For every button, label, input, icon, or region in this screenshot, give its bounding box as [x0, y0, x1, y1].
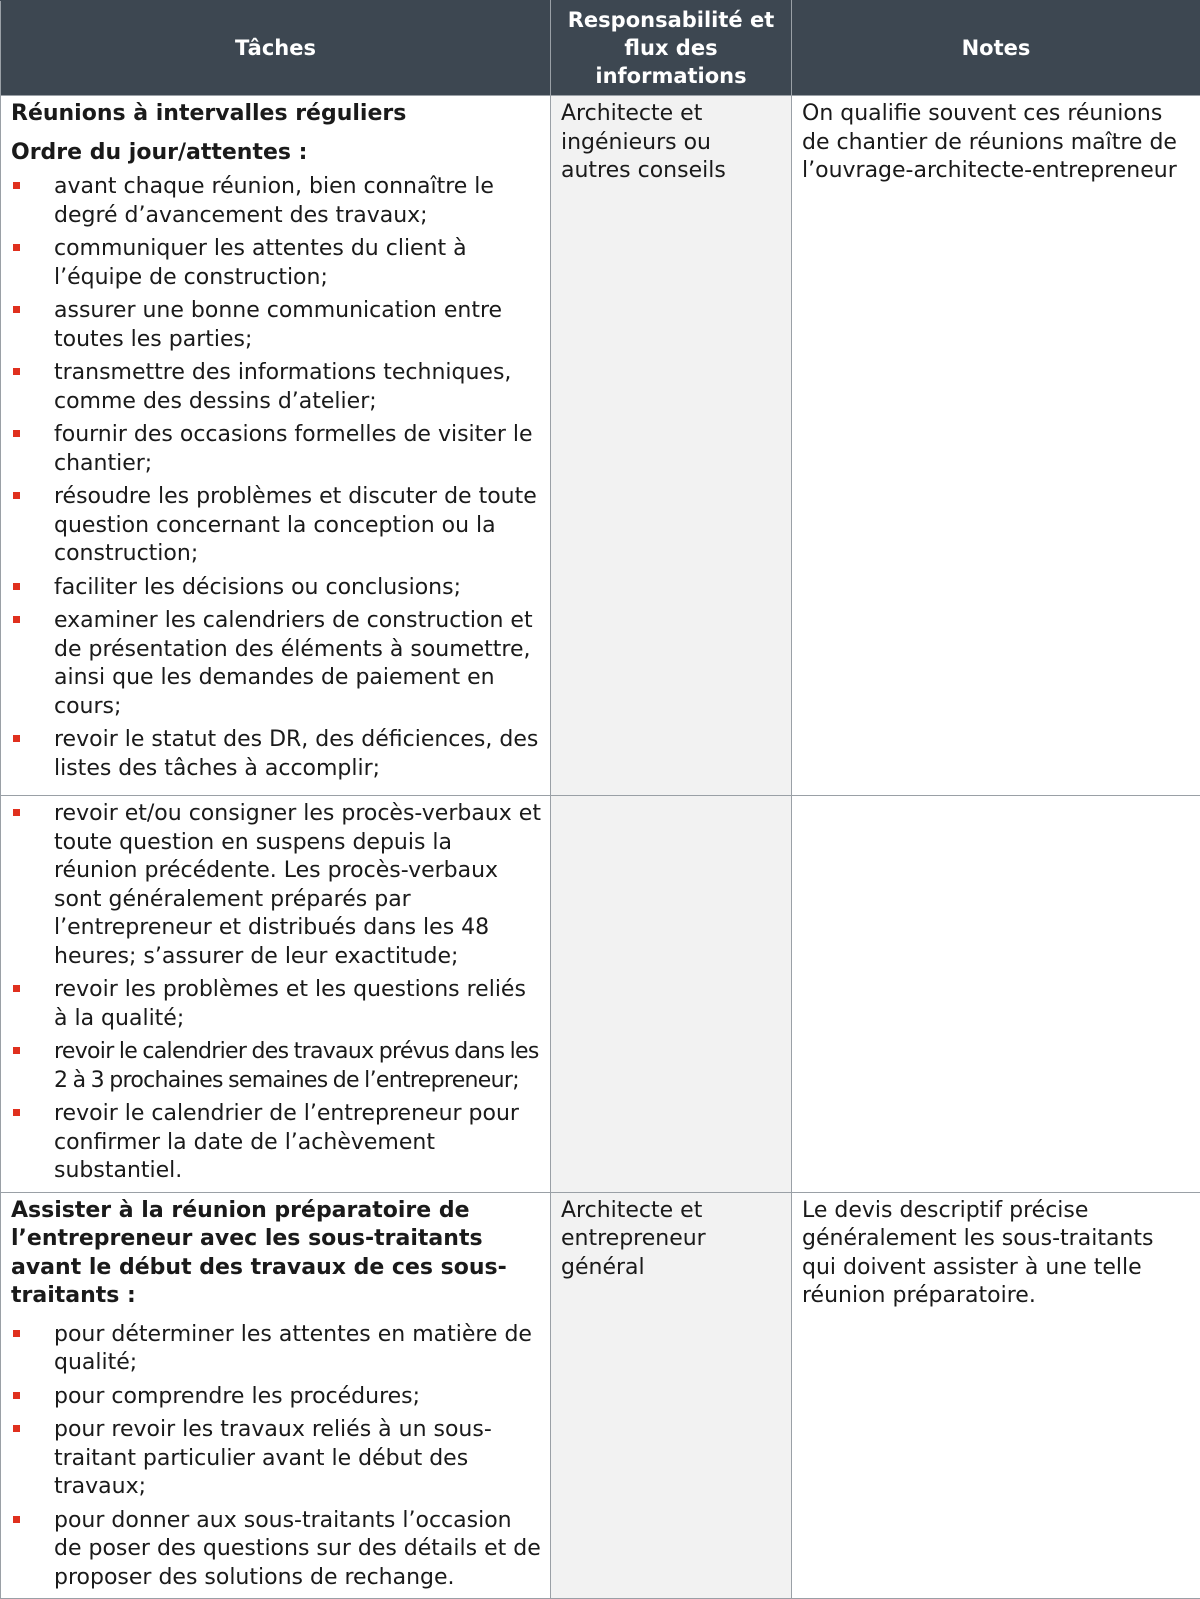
red-square-bullet-icon	[13, 735, 20, 742]
list-item	[11, 976, 541, 1033]
red-square-bullet-icon	[13, 1392, 20, 1399]
list-item	[11, 574, 541, 603]
list-item-text: revoir le calendrier de l’entrepreneur pour confirmer la date de l’achèvement substantiel.	[54, 1101, 519, 1183]
list-item	[11, 1038, 541, 1095]
header-responsabilite: Responsabilité et flux des informations	[551, 1, 792, 96]
list-item-text: revoir le statut des DR, des déficiences, des listes des tâches à accomplir;	[54, 727, 538, 781]
task-list	[11, 800, 541, 1186]
header-notes: Notes	[792, 1, 1200, 96]
list-item-text: faciliter les décisions ou conclusions;	[54, 575, 461, 600]
list-item	[11, 1321, 541, 1378]
table-row	[1, 796, 1200, 1193]
task-title: Réunions à intervalles réguliers	[11, 100, 541, 129]
list-item	[11, 607, 541, 721]
notes-cell: On qualifie souvent ces réunions de chantier de réunions maître de l’ouvrage-architecte-entrepreneur	[792, 96, 1200, 796]
responsibility-cell: Architecte et ingénieurs ou autres conseils	[551, 96, 792, 796]
notes-cell: Le devis descriptif précise généralement les sous-traitants qui doivent assister à une telle réunion préparatoire.	[792, 1192, 1200, 1599]
list-item-text: revoir le calendrier des travaux prévus dans les 2 à 3 prochaines semaines de l’entrepreneur;	[54, 1039, 539, 1093]
task-cell	[1, 1192, 551, 1599]
list-item-text: revoir les problèmes et les questions reliés à la qualité;	[54, 977, 526, 1031]
list-item	[11, 726, 541, 783]
list-item	[11, 297, 541, 354]
list-item	[11, 1416, 541, 1502]
list-item	[11, 1383, 541, 1412]
task-cell	[1, 96, 551, 796]
list-item	[11, 359, 541, 416]
list-item-text: assurer une bonne communication entre toutes les parties;	[54, 298, 502, 352]
list-item-text: examiner les calendriers de construction et de présentation des éléments à soumettre, ainsi que les demandes de paiement en cours;	[54, 608, 533, 719]
red-square-bullet-icon	[13, 616, 20, 623]
list-item-text: résoudre les problèmes et discuter de toute question concernant la conception ou la construction;	[54, 484, 537, 566]
list-item-text: revoir et/ou consigner les procès-verbaux et toute question en suspens depuis la réunion précédente. Les procès-verbaux sont généralement préparés par l’entrepreneur et distribués dans les 48 heures; s’assurer de leur exactitude;	[54, 801, 541, 969]
red-square-bullet-icon	[13, 1425, 20, 1432]
responsibility-cell: Architecte et entrepreneur général	[551, 1192, 792, 1599]
list-item-text: pour comprendre les procédures;	[54, 1384, 420, 1409]
list-item	[11, 1100, 541, 1186]
red-square-bullet-icon	[13, 244, 20, 251]
list-item-text: pour donner aux sous-traitants l’occasion de poser des questions sur des détails et de proposer des solutions de rechange.	[54, 1508, 541, 1590]
task-cell	[1, 796, 551, 1193]
list-item-text: pour déterminer les attentes en matière de qualité;	[54, 1322, 532, 1376]
list-item	[11, 173, 541, 230]
red-square-bullet-icon	[13, 1109, 20, 1116]
notes-cell	[792, 796, 1200, 1193]
list-item-text: transmettre des informations techniques, comme des dessins d’atelier;	[54, 360, 511, 414]
red-square-bullet-icon	[13, 1516, 20, 1523]
red-square-bullet-icon	[13, 583, 20, 590]
list-item	[11, 800, 541, 971]
responsibility-cell	[551, 796, 792, 1193]
red-square-bullet-icon	[13, 1330, 20, 1337]
list-item-text: pour revoir les travaux reliés à un sous-traitant particulier avant le début des travaux;	[54, 1417, 492, 1499]
table-header-row	[1, 1, 1200, 96]
list-item	[11, 235, 541, 292]
task-list	[11, 173, 541, 783]
red-square-bullet-icon	[13, 985, 20, 992]
red-square-bullet-icon	[13, 306, 20, 313]
red-square-bullet-icon	[13, 368, 20, 375]
red-square-bullet-icon	[13, 492, 20, 499]
header-taches: Tâches	[1, 1, 551, 96]
red-square-bullet-icon	[13, 1047, 20, 1054]
red-square-bullet-icon	[13, 430, 20, 437]
red-square-bullet-icon	[13, 809, 20, 816]
task-subtitle: Ordre du jour/attentes :	[11, 139, 541, 168]
list-item	[11, 483, 541, 569]
red-square-bullet-icon	[13, 182, 20, 189]
list-item-text: avant chaque réunion, bien connaître le degré d’avancement des travaux;	[54, 174, 494, 228]
table-row	[1, 1192, 1200, 1599]
list-item-text: communiquer les attentes du client à l’équipe de construction;	[54, 236, 467, 290]
list-item-text: fournir des occasions formelles de visiter le chantier;	[54, 422, 533, 476]
task-title: Assister à la réunion préparatoire de l’entrepreneur avec les sous-traitants avant le début des travaux de ces sous-traitants :	[11, 1197, 541, 1311]
list-item	[11, 421, 541, 478]
list-item	[11, 1507, 541, 1593]
task-list	[11, 1321, 541, 1593]
table-row	[1, 96, 1200, 796]
